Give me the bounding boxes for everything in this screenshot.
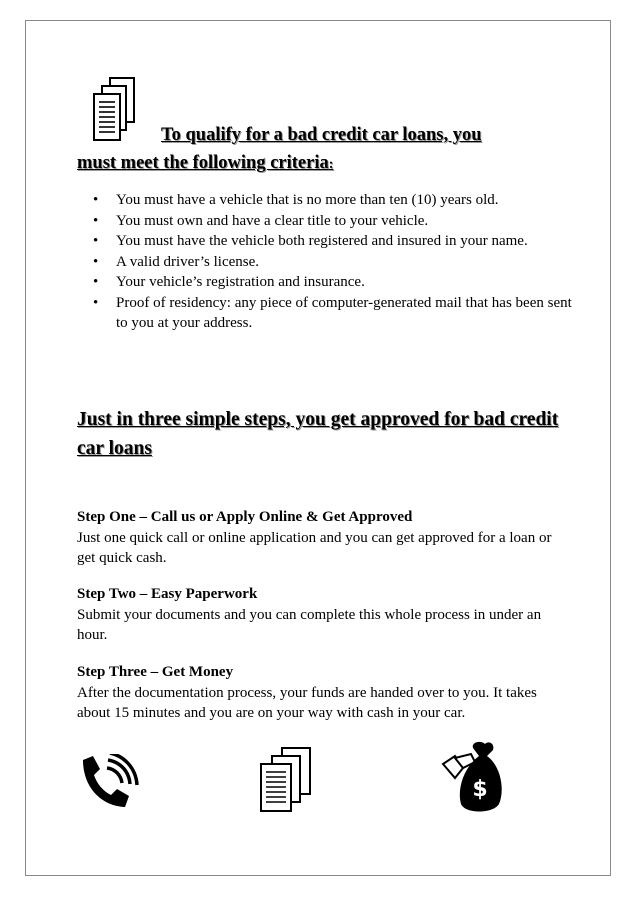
svg-text:$: $: [472, 777, 488, 802]
list-item: • You must own and have a clear title to your vehicle.: [93, 211, 573, 232]
step-three: [77, 662, 567, 724]
list-item: • Your vehicle’s registration and insurance.: [93, 272, 573, 293]
list-item: • You must have the vehicle both registered and insured in your name.: [93, 231, 573, 252]
criteria-list: [93, 190, 573, 334]
criteria-heading-colon: :: [328, 157, 334, 172]
step-body: After the documentation process, your funds are handed over to you. It takes about 15 minutes and you are on your way with cash in your car.: [77, 684, 537, 721]
document-stack-icon: [258, 746, 314, 814]
list-item: • Proof of residency: any piece of computer-generated mail that has been sent to you at your address.: [93, 293, 573, 334]
criteria-heading-line2: must meet the following criteria: [77, 153, 329, 173]
step-two: [77, 584, 567, 646]
step-body: Submit your documents and you can complete this whole process in under an hour.: [77, 606, 542, 643]
steps-heading: Just in three simple steps, you get approved for bad credit car loans: [77, 409, 559, 459]
phone-icon: [77, 754, 139, 814]
list-item: • You must have a vehicle that is no more than ten (10) years old.: [93, 190, 573, 211]
list-item: • A valid driver’s license.: [93, 252, 573, 273]
money-bag-icon: [441, 738, 507, 816]
step-title: Step Two – Easy Paperwork: [77, 586, 258, 602]
step-title: Step One – Call us or Apply Online & Get Approved: [77, 509, 413, 525]
step-body: Just one quick call or online application and you can get approved for a loan or get quick cash.: [77, 529, 552, 566]
criteria-heading-line1: To qualify for a bad credit car loans, you: [161, 125, 482, 145]
step-title: Step Three – Get Money: [77, 664, 234, 680]
criteria-heading: [77, 121, 577, 179]
step-one: [77, 507, 567, 569]
